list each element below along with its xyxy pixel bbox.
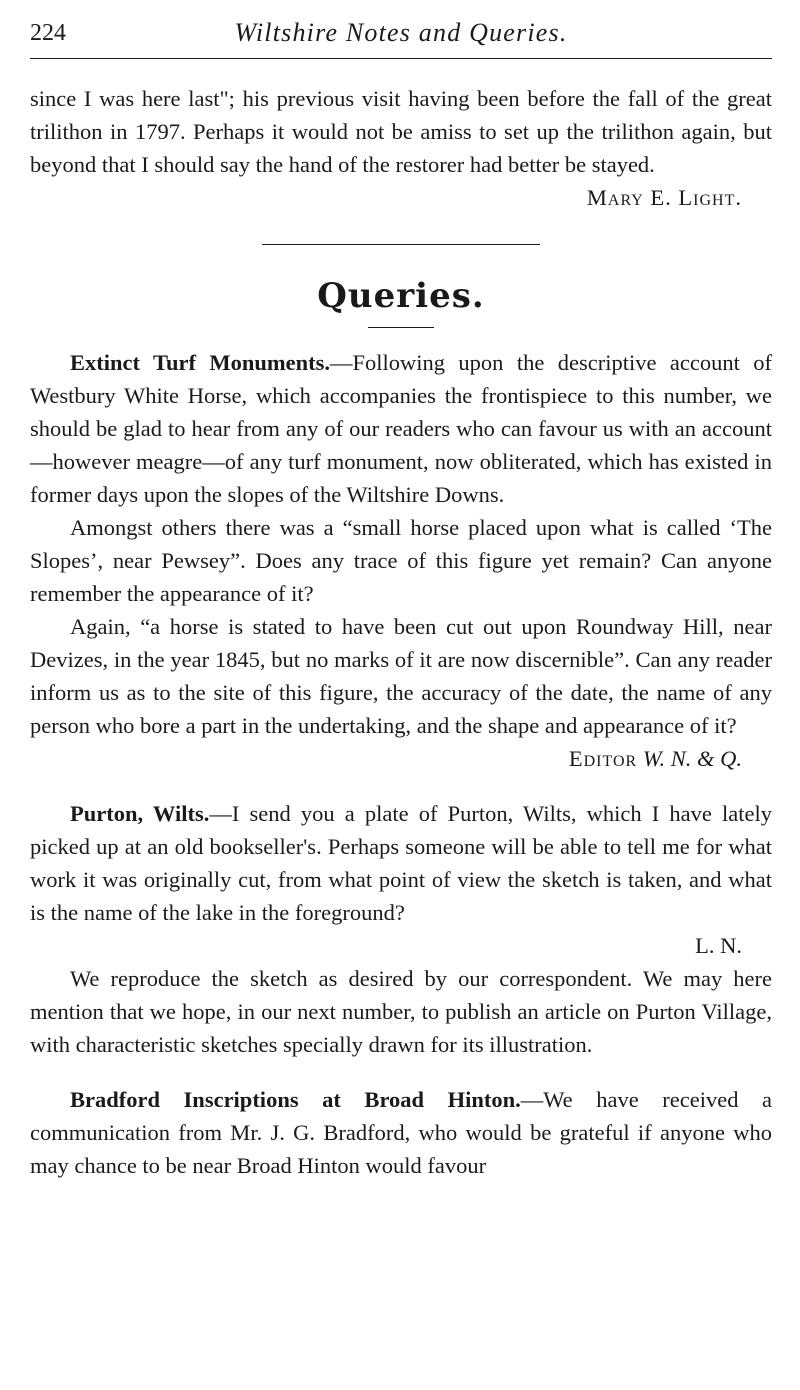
signature-line xyxy=(30,742,772,775)
section-title: Queries. xyxy=(317,276,485,316)
query-paragraph xyxy=(30,797,772,929)
signature: Mary E. Light. xyxy=(586,185,742,210)
query-paragraph xyxy=(30,1083,772,1182)
query-paragraph xyxy=(30,511,772,610)
header-rule xyxy=(30,58,772,59)
page-body xyxy=(30,82,772,1182)
query-text: —I send you a plate of Purton, Wilts, which I have lately picked up at an old bookseller's. Perhaps someone will be able to tell me for what work it was originally cut, from what point of view the sketch is taken, and what is the name of the lake in the foreground? xyxy=(30,801,772,925)
query-paragraph xyxy=(30,962,772,1061)
query-heading: Bradford Inscriptions at Broad Hinton. xyxy=(70,1087,521,1112)
continuation-text: since I was here last"; his previous visit having been before the fall of the great trilithon in 1797. Perhaps it would not be amiss to set up the trilithon again, but beyond that I should say the hand of the restorer had better be stayed. xyxy=(30,86,772,177)
continuation-paragraph xyxy=(30,82,772,181)
signature: L. N. xyxy=(695,933,742,958)
query-text: —We have received a communication from Mr. J. G. Bradford, who would be grateful if anyone who may chance to be near Broad Hinton would favour xyxy=(30,1087,772,1178)
query-text: Amongst others there was a “small horse placed upon what is called ‘The Slopes’, near Pewsey”. Does any trace of this figure yet remain? Can anyone remember the appearance of it? xyxy=(30,515,772,606)
signature-prefix: Editor xyxy=(568,746,638,771)
section-divider xyxy=(262,244,540,245)
query-text: —Following upon the descriptive account of Westbury White Horse, which accompanies the frontispiece to this number, we should be glad to hear from any of our readers who can favour us with an account—however meagre—of any turf monument, now obliterated, which has existed in former days upon the slopes of the Wiltshire Downs. xyxy=(30,350,773,507)
query-text: We reproduce the sketch as desired by our correspondent. We may here mention that we hope, in our next number, to publish an article on Purton Village, with characteristic sketches specially drawn for its illustration. xyxy=(30,966,772,1057)
query-paragraph xyxy=(30,346,772,511)
page-header xyxy=(30,14,772,52)
running-title: Wiltshire Notes and Queries. xyxy=(234,18,568,47)
signature-abbrev: W. N. & Q. xyxy=(642,746,742,771)
query-paragraph xyxy=(30,610,772,742)
page-number: 224 xyxy=(30,20,66,46)
signature-line xyxy=(30,181,772,214)
spacer xyxy=(30,1061,772,1083)
query-heading: Extinct Turf Monuments. xyxy=(70,350,330,375)
query-heading: Purton, Wilts. xyxy=(70,801,210,826)
title-underline xyxy=(368,327,434,328)
query-text: Again, “a horse is stated to have been cut out upon Roundway Hill, near Devizes, in the year 1845, but no marks of it are now discernible”. Can any reader inform us as to the site of this figure, the accuracy of the date, the name of any person who bore a part in the undertaking, and the shape and appearance of it? xyxy=(30,614,772,738)
signature-line xyxy=(30,929,772,962)
spacer xyxy=(30,775,772,797)
